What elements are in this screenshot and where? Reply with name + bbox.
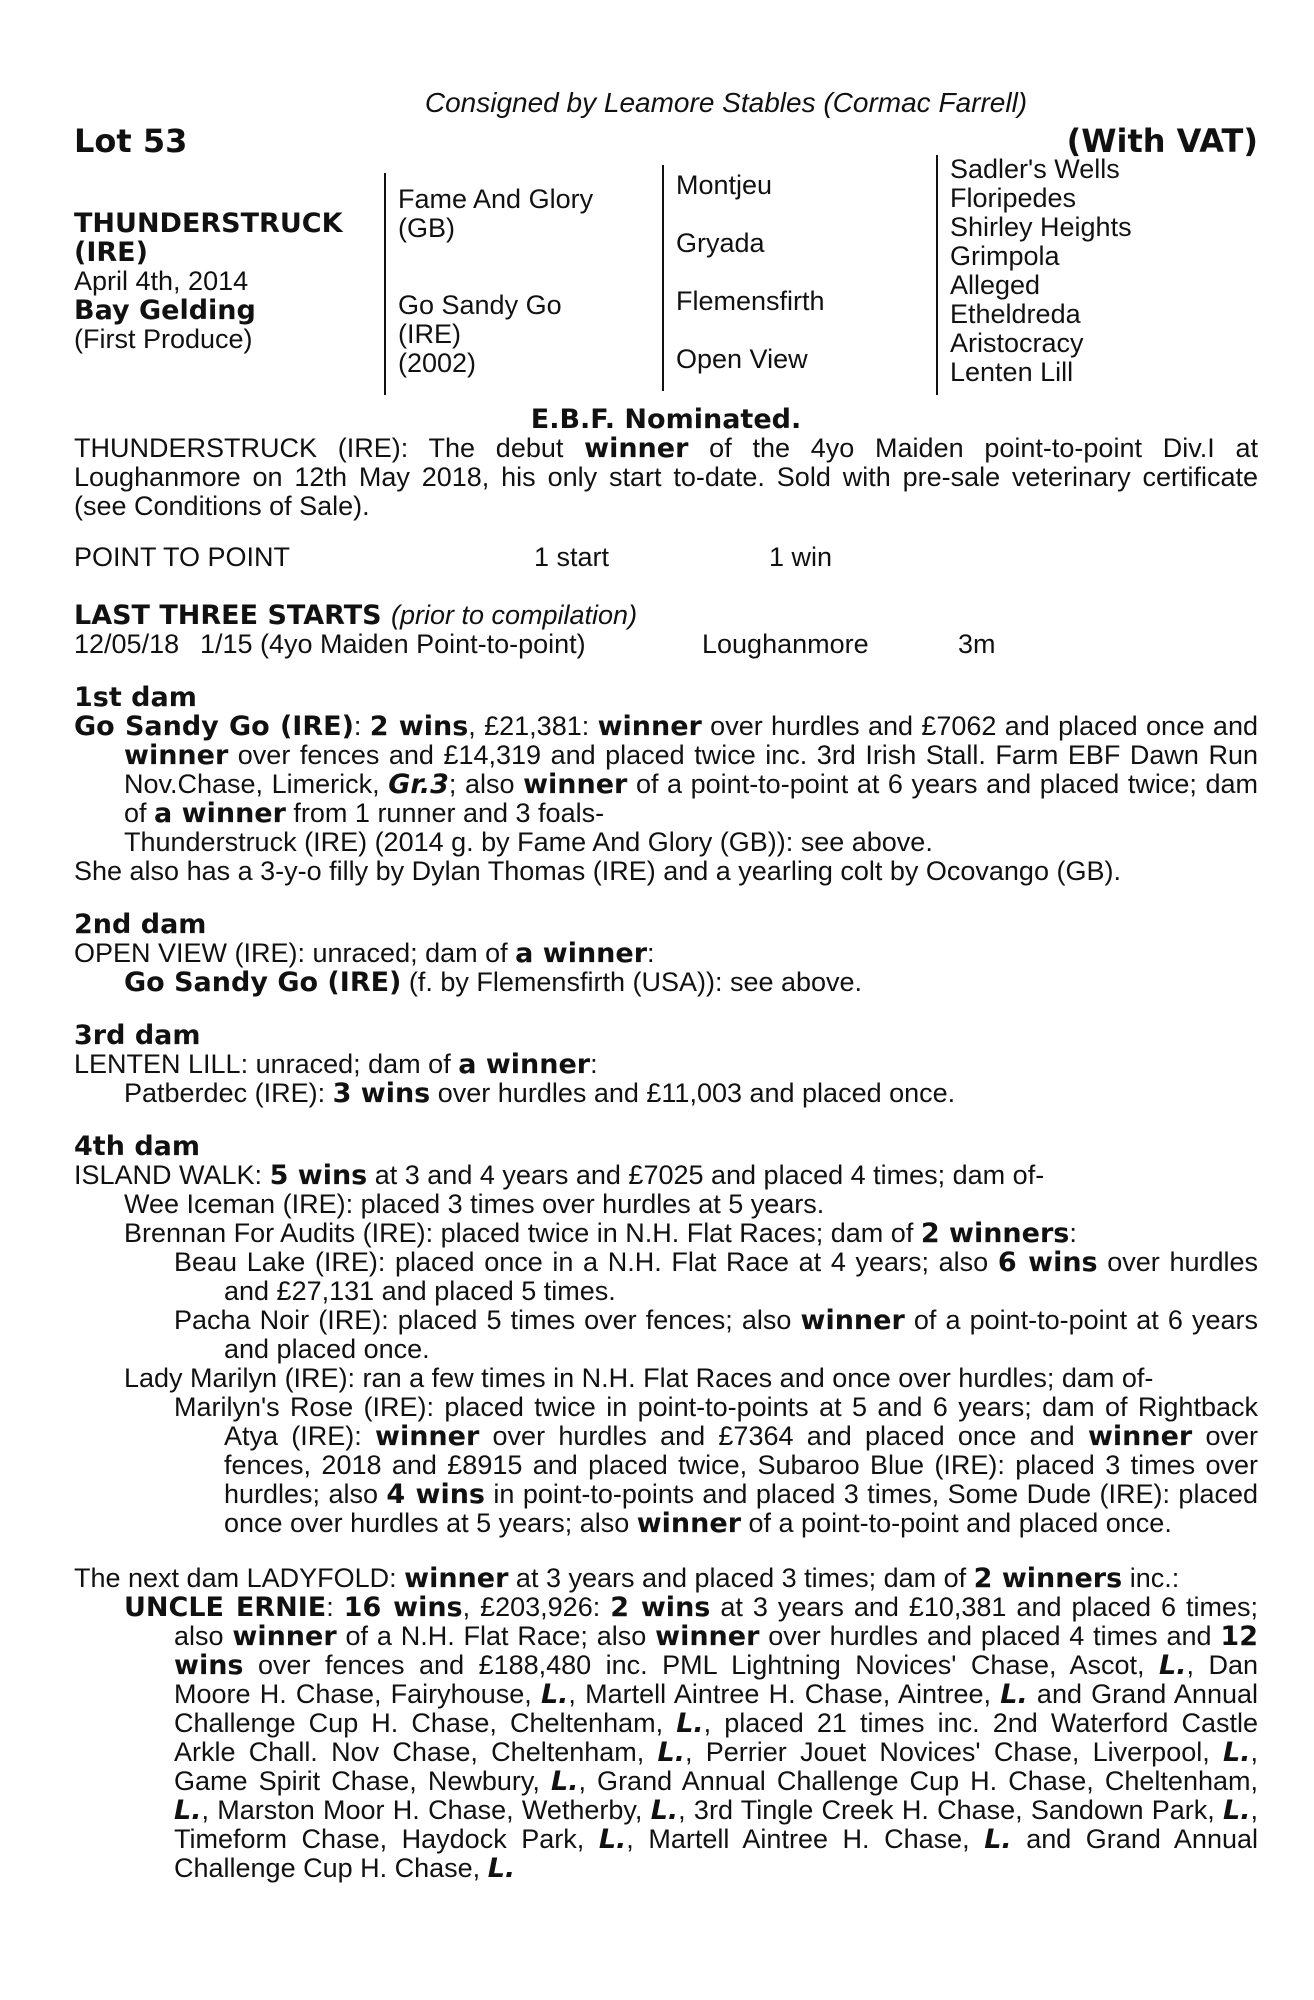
sire-name: [398, 185, 593, 243]
text: , Dan Moore H. Chase, Fairyhouse,: [174, 1650, 1258, 1709]
listed-mark: L.: [1159, 1650, 1187, 1681]
start-course: Loughanmore: [702, 629, 869, 659]
sire-country: (GB): [398, 213, 455, 243]
horse-name: UNCLE ERNIE: [124, 1592, 327, 1623]
winner-highlight: winner: [404, 1563, 509, 1594]
text: over hurdles and £7062 and placed once and: [701, 711, 1258, 741]
text: :: [326, 1592, 344, 1622]
listed-mark: L.: [598, 1824, 627, 1855]
spacer: [74, 1538, 1258, 1564]
catalogue-page: [74, 88, 1258, 1883]
text: Pacha Noir (IRE): placed 5 times over fences; also: [174, 1305, 801, 1335]
first-dam-heading: 1st dam: [74, 682, 197, 713]
text: at 3 years and £10,381 and placed 6 times; also: [174, 1592, 1258, 1651]
grandparents-column: [662, 165, 924, 391]
listed-mark: L.: [1000, 1679, 1028, 1710]
text: and Grand Annual Challenge Cup H. Chase, Cheltenham,: [174, 1679, 1258, 1738]
next-dam-record: [74, 1564, 1258, 1593]
winner-highlight: winner: [800, 1305, 905, 1336]
wins: 16 wins: [343, 1592, 463, 1623]
listed-mark: L.: [540, 1679, 569, 1710]
winner-highlight: winner: [597, 711, 702, 742]
listed-mark: L.: [1223, 1737, 1251, 1768]
wins: 4 wins: [386, 1479, 486, 1510]
fourth-dam-heading: 4th dam: [74, 1131, 200, 1162]
listed-mark: L.: [676, 1708, 704, 1739]
text: OPEN VIEW (IRE): unraced; dam of: [74, 938, 516, 968]
horse-details: [74, 209, 374, 354]
text: , Martell Aintree H. Chase, Aintree,: [568, 1679, 1001, 1709]
fourth-dam-record: [74, 1161, 1258, 1190]
p2p-label: POINT TO POINT: [74, 542, 291, 572]
produce-uncle-ernie: [74, 1593, 1258, 1883]
grandparent: Montjeu: [676, 170, 773, 200]
wins: 3 wins: [332, 1078, 431, 1109]
listed-mark: L.: [487, 1853, 516, 1884]
dam-name: [398, 291, 562, 378]
grade: Gr.3: [388, 769, 449, 800]
third-dam-produce: [74, 1079, 1258, 1108]
text: over hurdles and placed 4 times and: [759, 1621, 1221, 1651]
second-dam-record: [74, 939, 1258, 968]
great-grandparent: Floripedes: [950, 183, 1077, 213]
intro-text: THUNDERSTRUCK (IRE): The debut: [74, 433, 585, 463]
sire-line: Fame And Glory: [398, 184, 594, 214]
third-dam-record: [74, 1050, 1258, 1079]
start-date: 12/05/18: [74, 629, 180, 659]
first-dam-also: She also has a 3-y-o filly by Dylan Thomas (IRE) and a yearling colt by Ocovango (GB).: [74, 856, 1121, 886]
text: , Grand Annual Challenge Cup H. Chase, Cheltenham,: [578, 1766, 1258, 1796]
text: of a point-to-point at 6 years and placed once.: [224, 1305, 1258, 1364]
intro-paragraph: [74, 434, 1258, 521]
text: :: [590, 1049, 598, 1079]
pedigree-bracket: [662, 165, 664, 391]
produce-pacha-noir: [74, 1306, 1258, 1364]
winner-highlight: winner: [636, 1508, 742, 1539]
start-placing: 1/15: [200, 629, 253, 659]
listed-mark: L.: [650, 1795, 679, 1826]
text: :: [353, 711, 370, 741]
text: (f. by Flemensfirth (USA)): see above.: [401, 967, 863, 997]
last-three-heading: [74, 601, 1258, 630]
intro-text: of the 4yo Maiden point-to-point Div.I at Loughanmore on 12th May 2018, his only start to-date. Sold with pre-sale veterinary certificate (see Conditions of Sale).: [74, 433, 1258, 521]
text: inc.:: [1122, 1563, 1180, 1593]
produce-marilyns-rose: [74, 1393, 1258, 1538]
second-dam-heading: 2nd dam: [74, 909, 207, 940]
text: at 3 and 4 years and £7025 and placed 4 times; dam of-: [367, 1160, 1045, 1190]
great-grandparent: Grimpola: [950, 241, 1060, 271]
text: ; also: [448, 769, 524, 799]
text: of a point-to-point at 6 years and placed twice; dam of: [124, 769, 1258, 828]
text: , Game Spirit Chase, Newbury,: [174, 1737, 1258, 1796]
horse-country: (IRE): [74, 237, 148, 268]
winner-highlight: winner: [655, 1621, 760, 1652]
grandparent: Flemensfirth: [676, 286, 825, 316]
text: of a N.H. Flat Race; also: [336, 1621, 656, 1651]
ebf-nomination: E.B.F. Nominated.: [530, 404, 802, 435]
winner-highlight: winner: [375, 1421, 480, 1452]
text: :: [1069, 1218, 1077, 1248]
produce-wee-iceman: Wee Iceman (IRE): placed 3 times over hurdles at 5 years.: [124, 1189, 825, 1219]
winner-highlight: winner: [124, 740, 229, 771]
text: over fences and £188,480 inc. PML Lightning Novices' Chase, Ascot,: [243, 1650, 1159, 1680]
text: over fences, 2018 and £8915 and placed twice, Subaroo Blue (IRE): placed 3 times over hurdles; also: [224, 1421, 1258, 1509]
parents-column: [384, 173, 646, 395]
winner-highlight: a winner: [154, 798, 286, 829]
wins: 2 wins: [610, 1592, 711, 1623]
text: Beau Lake (IRE): placed once in a N.H. Flat Race at 4 years; also: [174, 1247, 998, 1277]
third-dam-heading: 3rd dam: [74, 1020, 201, 1051]
text: over fences and £14,319 and placed twice inc. 3rd Irish Stall. Farm EBF Dawn Run Nov.Chase, Limerick,: [124, 740, 1258, 799]
text: and Grand Annual Challenge Cup H. Chase,: [174, 1824, 1258, 1883]
wins: 6 wins: [997, 1247, 1098, 1278]
pedigree-bracket: [936, 155, 938, 395]
grandparent: Open View: [676, 344, 808, 374]
listed-mark: L.: [984, 1824, 1012, 1855]
start-race: (4yo Maiden Point-to-point): [260, 629, 586, 659]
text: , Perrier Jouet Novices' Chase, Liverpool,: [685, 1737, 1224, 1767]
produce-brennan: [74, 1219, 1258, 1248]
dam-year: (2002): [398, 348, 477, 378]
text: Patberdec (IRE):: [124, 1078, 333, 1108]
text: , £21,381:: [468, 711, 598, 741]
wins: 5 wins: [269, 1160, 368, 1191]
winner-highlight: winner: [232, 1621, 337, 1652]
great-grandparent: Alleged: [950, 270, 1041, 300]
great-grandparent: Sadler's Wells: [950, 154, 1120, 184]
text: Brennan For Audits (IRE): placed twice in N.H. Flat Races; dam of: [124, 1218, 921, 1248]
produce-note: (First Produce): [74, 324, 253, 354]
great-grandparent: Shirley Heights: [950, 212, 1132, 242]
text: Marilyn's Rose (IRE): placed twice in point-to-points at 5 and 6 years; dam of Rightback Atya (IRE):: [174, 1392, 1258, 1451]
text: , Marston Moor H. Chase, Wetherby,: [201, 1795, 651, 1825]
listed-mark: L.: [657, 1737, 686, 1768]
text: from 1 runner and 3 foals-: [285, 798, 605, 828]
dam-name: Go Sandy Go (IRE): [124, 967, 402, 998]
lot-number: Lot 53: [74, 122, 188, 160]
text: , £203,926:: [462, 1592, 611, 1622]
text: :: [647, 938, 655, 968]
great-grandparent: Lenten Lill: [950, 357, 1074, 387]
p2p-wins: 1 win: [769, 542, 833, 572]
wins: 12 wins: [174, 1621, 1258, 1681]
listed-mark: L.: [1223, 1795, 1251, 1826]
winners: 2 winners: [920, 1218, 1070, 1249]
grandparent: Gryada: [676, 228, 765, 258]
horse-description: Bay Gelding: [74, 295, 256, 326]
text: , Martell Aintree H. Chase,: [626, 1824, 985, 1854]
great-grandparent: Etheldreda: [950, 299, 1081, 329]
pedigree-bracket: [384, 173, 386, 395]
text: , Timeform Chase, Haydock Park,: [174, 1795, 1259, 1854]
start-row: [74, 630, 1258, 659]
text: of a point-to-point and placed once.: [741, 1508, 1172, 1538]
vat-note: (With VAT): [1066, 122, 1258, 160]
foaling-date: April 4th, 2014: [74, 266, 249, 296]
start-distance: 3m: [958, 629, 996, 659]
produce-lady-marilyn: Lady Marilyn (IRE): ran a few times in N.H. Flat Races and once over hurdles; dam of-: [124, 1363, 1154, 1393]
wins: 2 wins: [369, 711, 469, 742]
text: over hurdles and £7364 and placed once and: [479, 1421, 1088, 1451]
p2p-starts: 1 start: [534, 542, 610, 572]
winner-highlight: a winner: [458, 1049, 591, 1080]
point-to-point-record: [74, 543, 1258, 573]
dam-country: (IRE): [398, 319, 461, 349]
produce-beau-lake: [74, 1248, 1258, 1306]
winners: 2 winners: [973, 1563, 1123, 1594]
dam-name: Go Sandy Go (IRE): [74, 711, 354, 742]
dam-line: Go Sandy Go: [398, 290, 562, 320]
section-note: (prior to compilation): [390, 600, 638, 630]
text: , 3rd Tingle Creek H. Chase, Sandown Park,: [678, 1795, 1224, 1825]
winner-highlight: winner: [1087, 1421, 1193, 1452]
section-heading: LAST THREE STARTS: [74, 600, 382, 631]
text: , placed 21 times inc. 2nd Waterford Castle Arkle Chall. Nov Chase, Cheltenham,: [174, 1708, 1258, 1767]
first-dam-foal: Thunderstruck (IRE) (2014 g. by Fame And Glory (GB)): see above.: [124, 827, 933, 857]
text: over hurdles and £11,003 and placed once.: [430, 1078, 956, 1108]
horse-name: THUNDERSTRUCK: [74, 208, 343, 239]
consignor-line: Consigned by Leamore Stables (Cormac Farrell): [424, 87, 1028, 118]
second-dam-produce: [74, 968, 1258, 997]
text: over hurdles and £27,131 and placed 5 times.: [224, 1247, 1258, 1306]
text: The next dam LADYFOLD:: [74, 1563, 405, 1593]
great-grandparent: Aristocracy: [950, 328, 1084, 358]
listed-mark: L.: [551, 1766, 579, 1797]
pedigree-table: [74, 154, 1258, 397]
great-grandparents-column: [936, 155, 1246, 395]
listed-mark: L.: [174, 1795, 202, 1826]
text: in point-to-points and placed 3 times, Some Dude (IRE): placed once over hurdles at 5 years; also: [224, 1479, 1258, 1538]
winner-highlight: a winner: [515, 938, 648, 969]
first-dam-record: [74, 712, 1258, 828]
text: LENTEN LILL: unraced; dam of: [74, 1049, 459, 1079]
winner-highlight: winner: [584, 433, 689, 464]
text: at 3 years and placed 3 times; dam of: [508, 1563, 974, 1593]
text: ISLAND WALK:: [74, 1160, 270, 1190]
winner-highlight: winner: [523, 769, 628, 800]
